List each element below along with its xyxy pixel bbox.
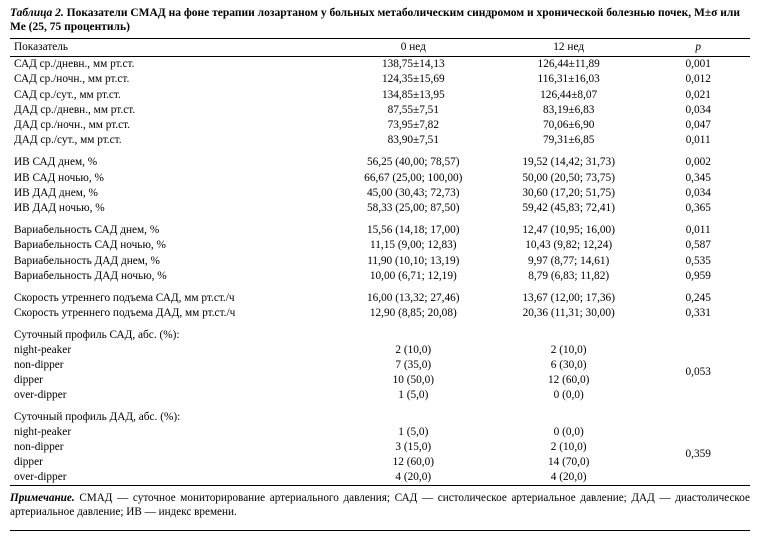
row-p: 0,002 <box>685 156 711 169</box>
row-week0: 10 (50,0) <box>392 374 434 387</box>
group-title: Суточный профиль ДАД, абс. (%): <box>14 411 181 424</box>
row-week12: 19,52 (14,42; 31,73) <box>522 156 615 169</box>
row-p: 0,011 <box>685 134 711 147</box>
table-row <box>10 254 750 269</box>
table-row <box>10 118 750 133</box>
row-week12: 20,36 (11,31; 30,00) <box>522 307 615 320</box>
column-header-week12: 12 нед <box>491 39 646 57</box>
row-week12: 13,67 (12,00; 17,36) <box>522 292 615 305</box>
row-week12: 116,31±16,03 <box>537 73 600 86</box>
table-row <box>10 103 750 118</box>
row-label: dipper <box>14 456 43 469</box>
caption-label: Таблица 2. <box>10 7 64 19</box>
row-week0: 1 (5,0) <box>398 425 429 438</box>
row-label: Скорость утреннего подъема САД, мм рт.ст./ч <box>14 292 235 305</box>
row-label: Вариабельность ДАД днем, % <box>14 254 160 267</box>
table-row <box>10 88 750 103</box>
table-row <box>10 470 750 486</box>
row-label: Вариабельность САД ночью, % <box>14 239 166 252</box>
table-row <box>10 201 750 216</box>
row-label: САД ср./сут., мм рт.ст. <box>14 88 121 101</box>
row-week12: 30,60 (17,20; 51,75) <box>522 186 615 199</box>
row-label: ИВ ДАД днем, % <box>14 186 98 199</box>
table-row <box>10 388 750 403</box>
column-header-p: p <box>646 39 750 57</box>
row-week0: 66,67 (25,00; 100,00) <box>364 171 463 184</box>
column-header-indicator: Показатель <box>10 39 336 57</box>
row-label: Вариабельность ДАД ночью, % <box>14 269 167 282</box>
row-week0: 73,95±7,82 <box>387 119 439 132</box>
group-p-value: 0,053 <box>685 366 711 379</box>
table-row <box>10 455 750 470</box>
row-week12: 9,97 (8,77; 14,61) <box>528 254 610 267</box>
row-p: 0,535 <box>685 254 711 267</box>
row-p: 0,245 <box>685 292 711 305</box>
table-row <box>10 171 750 186</box>
table-row <box>10 306 750 321</box>
row-week0: 56,25 (40,00; 78,57) <box>367 156 460 169</box>
row-week12: 59,42 (45,83; 72,41) <box>522 202 615 215</box>
row-week0: 7 (35,0) <box>395 358 432 371</box>
page-bottom-rule <box>10 530 750 531</box>
table-caption <box>10 6 750 34</box>
row-p: 0,011 <box>685 224 711 237</box>
table-body <box>10 57 750 489</box>
note-label: Примечание. <box>10 492 75 505</box>
row-label: ДАД ср./дневн., мм рт.ст. <box>14 103 136 116</box>
row-week0: 3 (15,0) <box>395 440 432 453</box>
row-week12: 126,44±11,89 <box>537 58 600 71</box>
row-label: САД ср./ночн., мм рт.ст. <box>14 73 130 86</box>
table-row <box>10 291 750 306</box>
row-spacer <box>10 284 750 291</box>
row-label: night-peaker <box>14 343 72 356</box>
row-p: 0,034 <box>685 103 711 116</box>
row-week12: 4 (20,0) <box>550 471 587 484</box>
smad-table <box>10 38 750 488</box>
row-week12: 0 (0,0) <box>553 425 584 438</box>
row-week12: 50,00 (20,50; 73,75) <box>522 171 615 184</box>
caption-text: Показатели СМАД на фоне терапии лозартаном у больных метаболическим синдромом и хронической болезнью почек, М±σ или Ме (25, 75 процентиль) <box>10 7 741 33</box>
table-bottom-rule <box>10 486 750 489</box>
row-label: ИВ САД ночью, % <box>14 171 104 184</box>
row-week12: 2 (10,0) <box>550 343 587 356</box>
row-spacer <box>10 321 750 328</box>
row-label: ДАД ср./ночн., мм рт.ст. <box>14 119 131 132</box>
row-label: over-dipper <box>14 471 67 484</box>
table-note <box>10 492 750 519</box>
table-row <box>10 72 750 87</box>
row-week12: 14 (70,0) <box>547 456 590 469</box>
table-row <box>10 238 750 253</box>
row-p: 0,959 <box>685 269 711 282</box>
row-p: 0,365 <box>685 202 711 215</box>
table-row <box>10 425 750 440</box>
row-week12: 79,31±6,85 <box>542 134 595 147</box>
row-week12: 126,44±8,07 <box>540 88 598 101</box>
row-week0: 11,90 (10,10; 13,19) <box>367 254 460 267</box>
table-row <box>10 57 750 73</box>
group-header-sbp-profile <box>10 328 750 342</box>
row-week12: 10,43 (9,82; 12,24) <box>525 239 613 252</box>
table-header-row <box>10 39 750 57</box>
row-week0: 11,15 (9,00; 12,83) <box>370 239 457 252</box>
row-week12: 8,79 (6,83; 11,82) <box>528 269 610 282</box>
row-label: Скорость утреннего подъема ДАД, мм рт.ст./ч <box>14 307 236 320</box>
row-week0: 134,85±13,95 <box>381 88 445 101</box>
note-text: СМАД — суточное мониторирование артериального давления; САД — систолическое артериальное давление; ДАД — диастолическое артериальное давление; ИВ — индекс времени. <box>10 492 750 518</box>
row-week0: 124,35±15,69 <box>381 73 445 86</box>
row-week0: 15,56 (14,18; 17,00) <box>367 224 460 237</box>
row-week0: 2 (10,0) <box>395 343 432 356</box>
column-header-week0: 0 нед <box>336 39 491 57</box>
row-p: 0,587 <box>685 239 711 252</box>
row-label: night-peaker <box>14 425 72 438</box>
row-spacer <box>10 216 750 223</box>
row-week0: 45,00 (30,43; 72,73) <box>367 186 460 199</box>
row-week0: 16,00 (13,32; 27,46) <box>367 292 460 305</box>
row-label: non-dipper <box>14 440 64 453</box>
row-week0: 58,33 (25,00; 87,50) <box>367 202 460 215</box>
row-week12: 12,47 (10,95; 16,00) <box>522 224 615 237</box>
row-week12: 6 (30,0) <box>550 358 587 371</box>
table-row <box>10 358 750 373</box>
row-p: 0,331 <box>685 307 711 320</box>
table-row <box>10 133 750 148</box>
row-p: 0,034 <box>685 186 711 199</box>
row-label: dipper <box>14 374 43 387</box>
table-row <box>10 440 750 455</box>
row-label: САД ср./дневн., мм рт.ст. <box>14 58 135 71</box>
row-week0: 12 (60,0) <box>392 456 434 469</box>
row-week12: 70,06±6,90 <box>542 119 595 132</box>
row-week0: 4 (20,0) <box>395 471 432 484</box>
row-p: 0,047 <box>685 119 711 132</box>
row-week0: 1 (5,0) <box>398 389 429 402</box>
table-header <box>10 39 750 57</box>
row-week0: 83,90±7,51 <box>387 134 439 147</box>
row-spacer <box>10 148 750 155</box>
row-label: non-dipper <box>14 358 64 371</box>
row-week12: 0 (0,0) <box>553 389 584 402</box>
row-p: 0,012 <box>685 73 711 86</box>
table-row <box>10 223 750 238</box>
row-week0: 87,55±7,51 <box>387 103 439 116</box>
row-label: over-dipper <box>14 389 67 402</box>
group-title: Суточный профиль САД, абс. (%): <box>14 329 180 342</box>
row-week0: 10,00 (6,71; 12,19) <box>369 269 457 282</box>
group-p-value: 0,359 <box>685 448 711 461</box>
table-row <box>10 155 750 170</box>
row-label: Вариабельность САД днем, % <box>14 224 160 237</box>
table-row <box>10 373 750 388</box>
group-header-dbp-profile <box>10 410 750 424</box>
row-label: ИВ ДАД ночью, % <box>14 202 105 215</box>
row-spacer <box>10 403 750 410</box>
row-week12: 83,19±6,83 <box>542 103 595 116</box>
row-p: 0,001 <box>685 58 711 71</box>
row-p: 0,021 <box>685 88 711 101</box>
row-p: 0,345 <box>685 171 711 184</box>
row-week0: 138,75±14,13 <box>381 58 445 71</box>
row-week0: 12,90 (8,85; 20,08) <box>369 307 457 320</box>
row-label: ДАД ср./сут., мм рт.ст. <box>14 134 122 147</box>
table-row <box>10 343 750 358</box>
row-week12: 12 (60,0) <box>547 374 590 387</box>
row-label: ИВ САД днем, % <box>14 156 98 169</box>
table-row <box>10 186 750 201</box>
row-week12: 2 (10,0) <box>550 440 587 453</box>
table-row <box>10 269 750 284</box>
